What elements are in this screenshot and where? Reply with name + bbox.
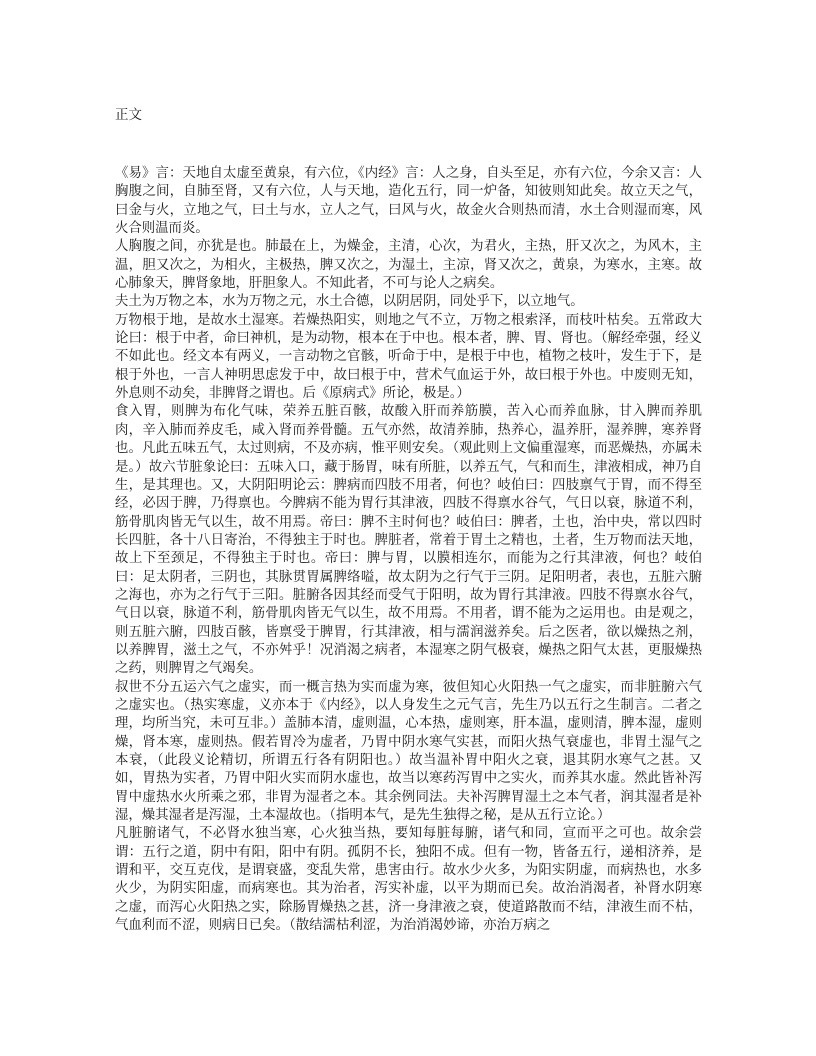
paragraph-3: 夫土为万物之本，水为万物之元，水土合德，以阴居阴，同处乎下，以立地气。	[115, 293, 584, 309]
paragraph-2: 人胸腹之间，亦犹是也。肺最在上，为燥金，主清，心次，为君火，主热，肝又次之，为风木，主温，胆又次之，为相火，主极热，脾又次之，为湿土，主凉，肾又次之，黄泉，为寒水，主寒。故心肺象天，脾肾象地，肝胆象人。不知此者，不可与论人之病矣。	[115, 238, 702, 291]
paragraph-4: 万物根于地，是故水土湿寒。若燥热阳实，则地之气不立，万物之根索泽，而枝叶枯矣。五常政大论曰：根于中者，命曰神机，是为动物，根本在于中也。根本者，脾、胃、肾也。（解经牵强，经义不如此也。经文本有两义，一言动物之官骸，听命于中，是根于中也，植物之枝叶，发生于下，是根于外也，一言人神明思虑发于中，故曰根于中，营术气血运于外，故曰根于外也。中废则无知，外息则不动矣，非脾肾之谓也。后《原病式》所论，极是。）	[115, 311, 702, 401]
paragraph-7: 凡脏腑诸气，不必肾水独当寒，心火独当热，要知每脏每腑，诸气和同，宣而平之可也。故余尝谓：五行之道，阴中有阳，阳中有阴。孤阴不长，独阳不成。但有一物，皆备五行，递相济养，是谓和平，交互克伐，是谓衰盛，变乱失常，患害由行。故水少火多，为阳实阴虚，而病热也，水多火少，为阴实阳虚，而病寒也。其为治者，泻实补虚，以平为期而已矣。故治消渴者，补肾水阴寒之虚，而泻心火阳热之实，除肠胃燥热之甚，济一身津液之衰，使道路散而不结，津液生而不枯，气血利而不涩，则病日已矣。（散结濡枯利涩，为治消渴妙谛，亦治万病之	[115, 825, 702, 933]
document-body	[115, 164, 702, 934]
document-heading: 正文	[115, 107, 142, 122]
paragraph-6: 叔世不分五运六气之虚实，而一概言热为实而虚为寒，彼但知心火阳热一气之虚实，而非脏腑六气之虚实也。（热实寒虚，义亦本于《内经》，以人身发生之元气言，先生乃以五行之生制言。二者之理，均所当究，未可互非。）盖肺本清，虚则温，心本热，虚则寒，肝本温，虚则清，脾本湿，虚则燥，肾本寒，虚则热。假若胃冷为虚者，乃胃中阴水寒气实甚，而阳火热气衰虚也，非胃土湿气之本衰，（此段义论精切，所谓五行各有阴阳也。）故当温补胃中阳火之衰，退其阴水寒气之甚。又如，胃热为实者，乃胃中阳火实而阴水虚也，故当以寒药泻胃中之实火，而养其水虚。然此皆补泻胃中虚热水火所乘之邪，非胃为湿者之本。其余例同法。夫补泻脾胃湿土之本气者，润其湿者是补湿，燥其湿者是泻湿，土本湿故也。（指明本气，是先生独得之秘，是从五行立论。）	[115, 678, 702, 823]
paragraph-1: 《易》言：天地自太虚至黄泉，有六位，《内经》言：人之身，自头至足，亦有六位，今余又言：人胸腹之间，自肺至肾，又有六位，人与天地，造化五行，同一炉备，知彼则知此矣。故立天之气，曰金与火，立地之气，曰土与水，立人之气，曰风与火，故金火合则热而清，水土合则湿而寒，风火合则温而炎。	[115, 165, 702, 236]
paragraph-5: 食入胃，则脾为布化气味，荣养五脏百骸，故酸入肝而养筋膜，苦入心而养血脉，甘入脾而养肌肉，辛入肺而养皮毛，咸入肾而养骨髓。五气亦然，故清养肺，热养心，温养肝，湿养脾，寒养肾也。凡此五味五气，太过则病，不及亦病，惟平则安矣。（观此则上文偏重湿寒，而恶燥热，亦属未是。）故六节脏象论曰：五味入口，藏于肠胃，味有所脏，以养五气，气和而生，津液相成，神乃自生，是其理也。又，大阴阳明论云：脾病而四肢不用者，何也？岐伯曰：四肢禀气于胃，而不得至经，必因于脾，乃得禀也。今脾病不能为胃行其津液，四肢不得禀水谷气，气日以衰，脉道不利，筋骨肌肉皆无气以生，故不用焉。帝曰：脾不主时何也？岐伯曰：脾者，土也，治中央，常以四时长四脏，各十八日寄治，不得独主于时也。脾脏者，常着于胃土之精也，土者，生万物而法天地，故上下至颈足，不得独主于时也。帝曰：脾与胃，以膜相连尔，而能为之行其津液，何也？岐伯曰：足太阴者，三阴也，其脉贯胃属脾络嗌，故太阴为之行气于三阴。足阳明者，表也，五脏六腑之海也，亦为之行气于三阳。脏腑各因其经而受气于阳明，故为胃行其津液。四肢不得禀水谷气，气日以衰，脉道不利，筋骨肌肉皆无气以生，故不用焉。不用者，谓不能为之运用也。由是观之，则五脏六腑，四肢百骸，皆禀受于脾胃，行其津液，相与濡润滋养矣。后之医者，欲以燥热之剂，以养脾胃，滋土之气，不亦舛乎！况消渴之病者，本湿寒之阴气极衰，燥热之阳气太甚，更服燥热之药，则脾胃之气竭矣。	[115, 403, 702, 676]
text-column	[115, 106, 702, 934]
